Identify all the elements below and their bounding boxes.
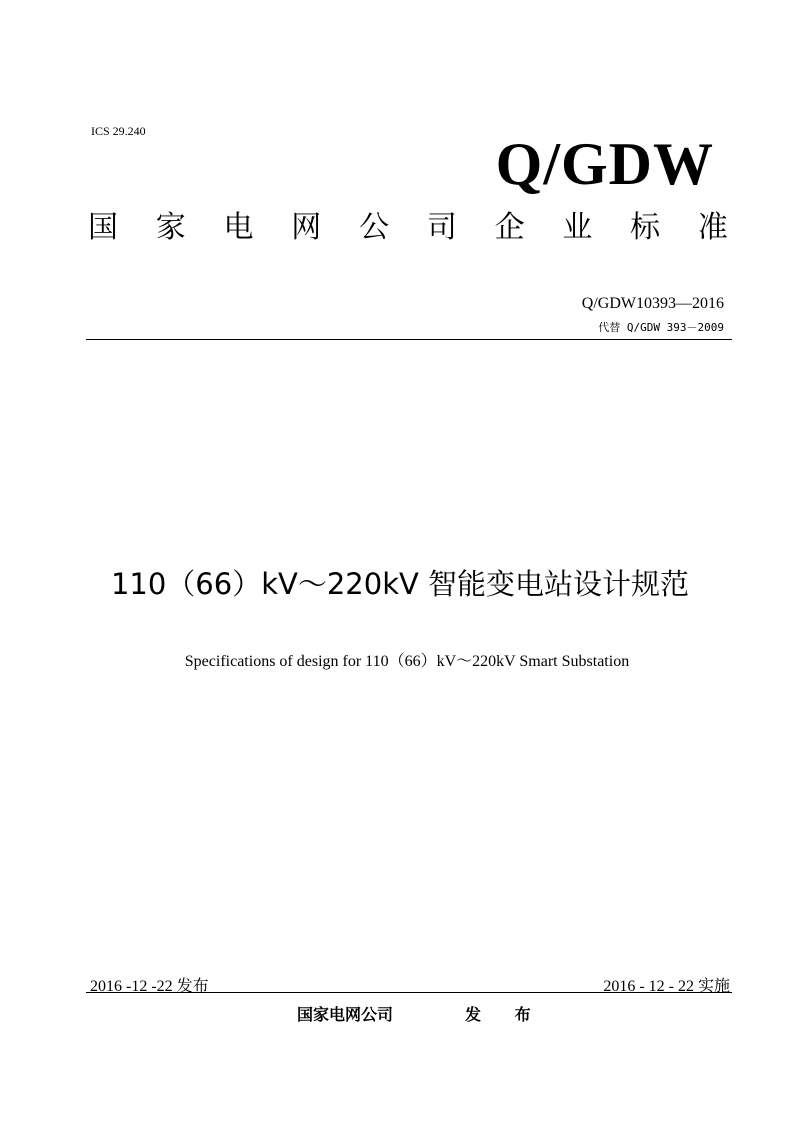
document-title: 110（66）kV～220kV 智能变电站设计规范 xyxy=(110,567,690,601)
issue-date: 2016 -12 -22 发布 xyxy=(90,978,209,995)
org-title-char: 电 xyxy=(223,210,254,245)
org-title-char: 司 xyxy=(426,210,457,245)
org-title-char: 业 xyxy=(562,210,593,245)
org-title-char: 国 xyxy=(88,210,118,245)
brand-mark: Q/GDW xyxy=(495,131,714,197)
org-title-char: 企 xyxy=(494,210,525,245)
standard-number: Q/GDW10393—2016 xyxy=(581,295,724,312)
publish-label: 发 布 xyxy=(465,1005,545,1024)
replaces-note: 代替 Q/GDW 393－2009 xyxy=(598,321,724,334)
org-title-char: 家 xyxy=(155,210,186,245)
header-divider xyxy=(86,339,732,340)
org-title-char: 网 xyxy=(291,210,322,245)
org-title-char: 标 xyxy=(630,210,661,245)
ics-code: ICS 29.240 xyxy=(91,124,146,138)
org-title-char: 公 xyxy=(359,210,390,245)
document-title-english: Specifications of design for 110（66）kV～220kV Smart Substation xyxy=(184,653,630,670)
org-title-char: 准 xyxy=(697,210,728,245)
publisher-name: 国家电网公司 xyxy=(297,1005,394,1024)
organization-title xyxy=(88,208,728,248)
footer-divider xyxy=(86,992,732,993)
implementation-date: 2016 - 12 - 22 实施 xyxy=(603,978,730,995)
